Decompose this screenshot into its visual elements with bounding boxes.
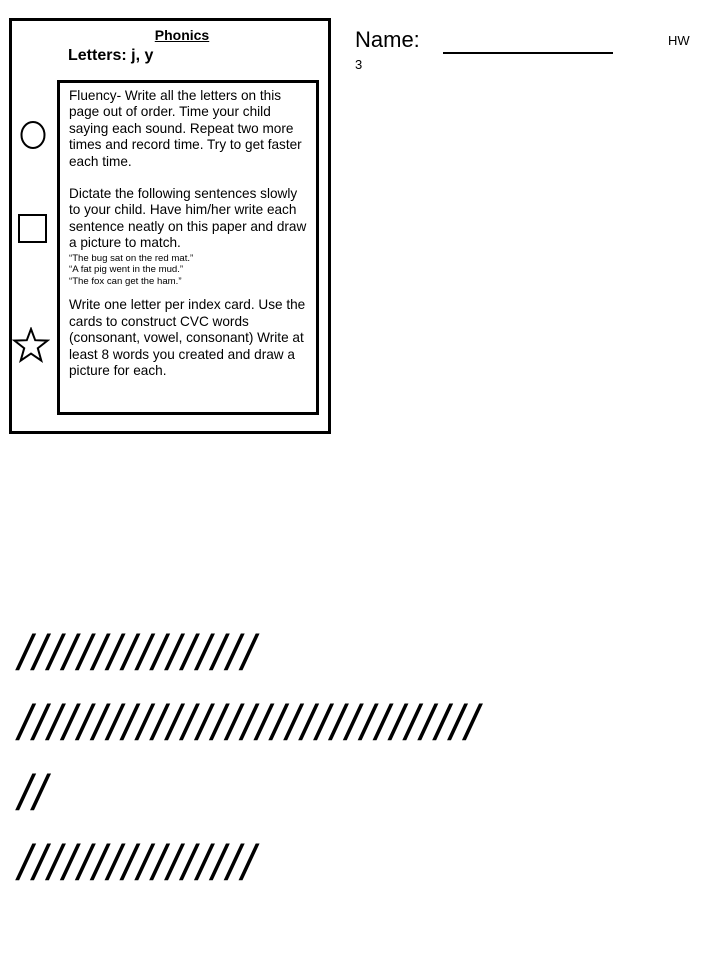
name-blank-line[interactable] [443,52,613,54]
instructions-box [57,80,319,415]
name-label: Name: [355,27,420,52]
index-card-paragraph: Write one letter per index card. Use the cards to construct CVC words (consonant, vowel, consonant) Write at least 8 words you created and draw a picture for each. [69,297,306,379]
sentence-item: “A fat pig went in the mud.” [69,264,184,276]
dictation-sentences [69,253,310,288]
square-icon [17,213,49,245]
hw-label: HW [668,33,690,48]
instruction-card [9,18,331,434]
subject-title: Phonics [154,27,210,43]
slash-line: //////////////// [18,625,257,681]
slash-lines [18,618,718,898]
sentence-item: “The fox can get the ham.” [69,275,182,287]
sentence-item: “The bug sat on the red mat.” [69,252,194,264]
fluency-paragraph: Fluency- Write all the letters on this page out of order. Time your child saying each sound. Repeat two more times and record time. Try to get faster each time. [69,88,302,169]
star-icon [12,327,50,365]
slash-line: /////////////////////////////// [18,695,480,751]
circle-icon [18,119,48,151]
slash-line: // [18,765,48,821]
hw-number: 3 [355,57,363,72]
slash-line: //////////////// [18,835,257,891]
letters-heading: Letters: j, y [68,47,154,64]
dictation-paragraph: Dictate the following sentences slowly to your child. Have him/her write each sentence neatly on this paper and draw a picture to match. [69,186,307,251]
